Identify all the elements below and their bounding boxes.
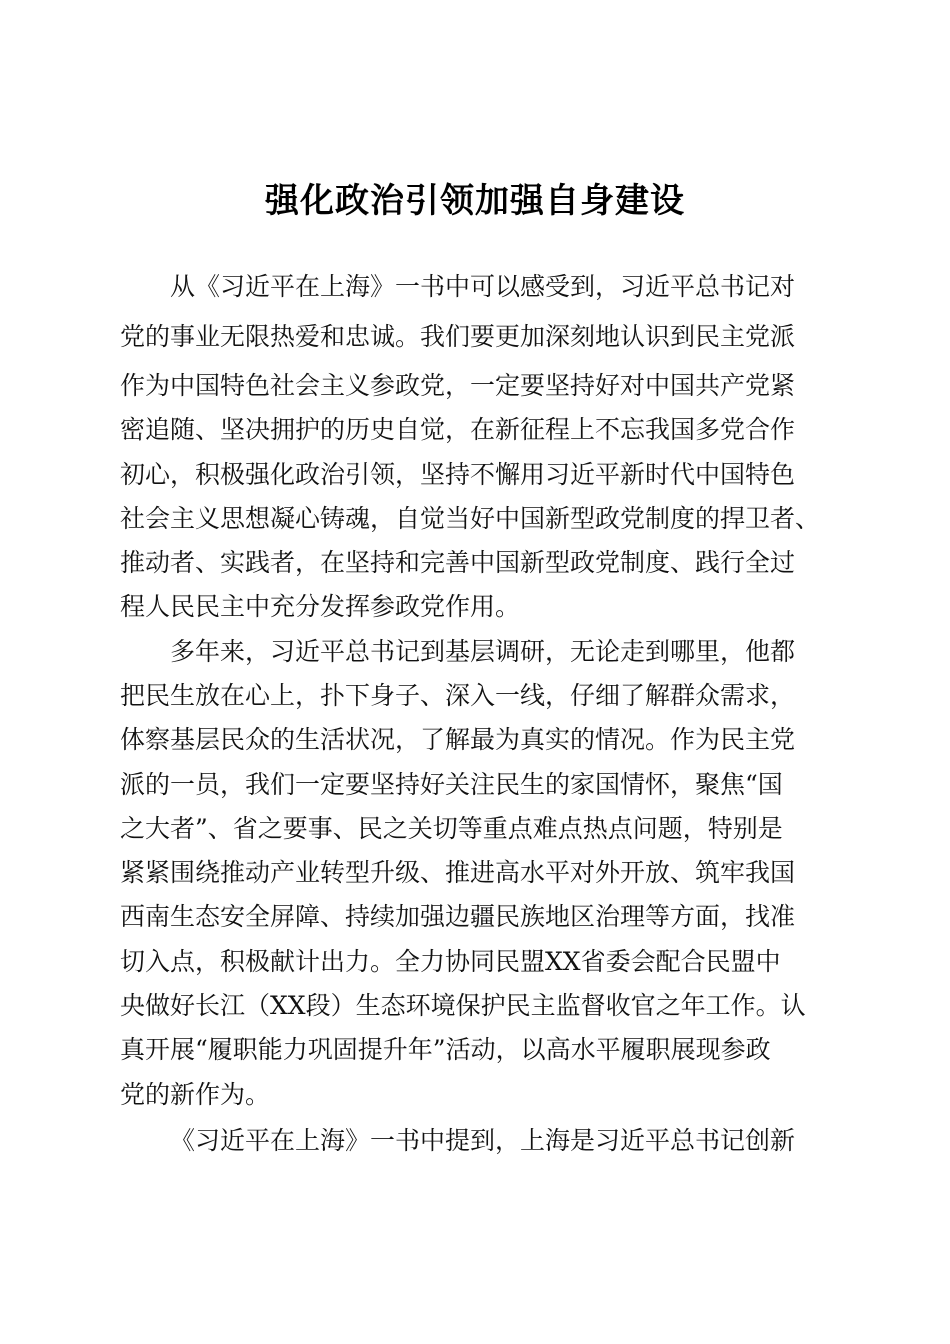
body-line: 派的一员，我们一定要坚持好关注民生的家国情怀，聚焦“国 [120,770,783,799]
body-line: 推动者、实践者，在坚持和完善中国新型政党制度、践行全过 [120,548,796,577]
body-line: 密追随、坚决拥护的历史自觉，在新征程上不忘我国多党合作 [120,415,796,444]
body-line: 从《习近平在上海》一书中可以感受到，习近平总书记对 [170,272,796,301]
body-line: 西南生态安全屏障、持续加强边疆民族地区治理等方面，找准 [120,902,796,931]
body-line: 切入点，积极献计出力。全力协同民盟XX省委会配合民盟中 [120,947,781,976]
body-line: 党的事业无限热爱和忠诚。我们要更加深刻地认识到民主党派 [120,322,796,351]
body-line: 程人民民主中充分发挥参政党作用。 [120,592,521,621]
document-title: 强化政治引领加强自身建设 [265,181,685,221]
body-line: 社会主义思想凝心铸魂，自觉当好中国新型政党制度的捍卫者、 [120,504,821,533]
body-line: 党的新作为。 [120,1080,271,1109]
body-line: 之大者”、省之要事、民之关切等重点难点热点问题，特别是 [120,814,783,843]
body-line: 真开展“履职能力巩固提升年”活动，以高水平履职展现参政 [120,1035,771,1064]
body-line: 体察基层民众的生活状况，了解最为真实的情况。作为民主党 [120,725,796,754]
body-line: 《习近平在上海》一书中提到，上海是习近平总书记创新 [170,1126,796,1155]
body-line: 紧紧围绕推动产业转型升级、推进高水平对外开放、筑牢我国 [120,858,796,887]
body-line: 多年来，习近平总书记到基层调研，无论走到哪里，他都 [170,637,796,666]
body-line: 作为中国特色社会主义参政党，一定要坚持好对中国共产党紧 [120,371,796,400]
body-line: 把民生放在心上，扑下身子、深入一线，仔细了解群众需求， [120,681,796,710]
body-line: 初心，积极强化政治引领，坚持不懈用习近平新时代中国特色 [120,460,796,489]
body-line: 央做好长江（XX段）生态环境保护民主监督收官之年工作。认 [120,991,806,1020]
